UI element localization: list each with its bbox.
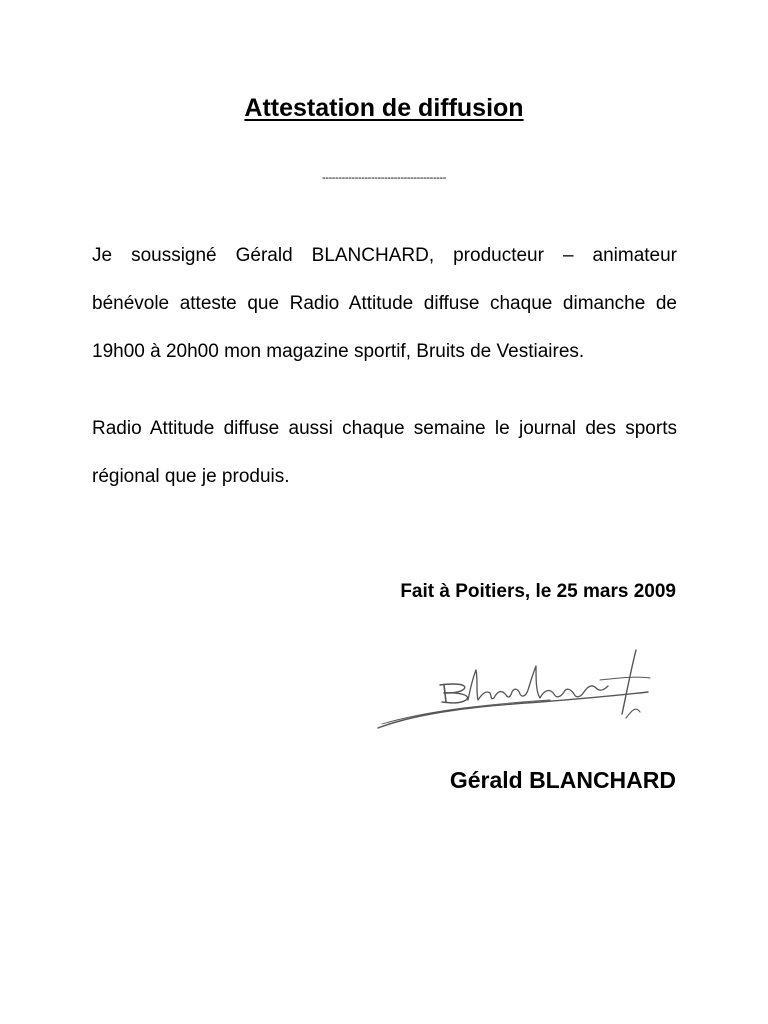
- paragraph-attestation: Je soussigné Gérald BLANCHARD, producteur – animateur bénévole atteste que Radio Attitude diffuse chaque dimanche de 19h00 à 20h00 mon magazine sportif, Bruits de Vestiaires.: [92, 245, 677, 362]
- paragraph-journal: Radio Attitude diffuse aussi chaque semaine le journal des sports régional que je produis.: [92, 418, 677, 487]
- signer-name: Gérald BLANCHARD: [449, 767, 676, 793]
- title-separator: --------------------------------------: [322, 172, 446, 184]
- document-title: Attestation de diffusion: [244, 94, 524, 122]
- handwritten-signature: [360, 640, 678, 740]
- place-and-date: Fait à Poitiers, le 25 mars 2009: [400, 581, 676, 602]
